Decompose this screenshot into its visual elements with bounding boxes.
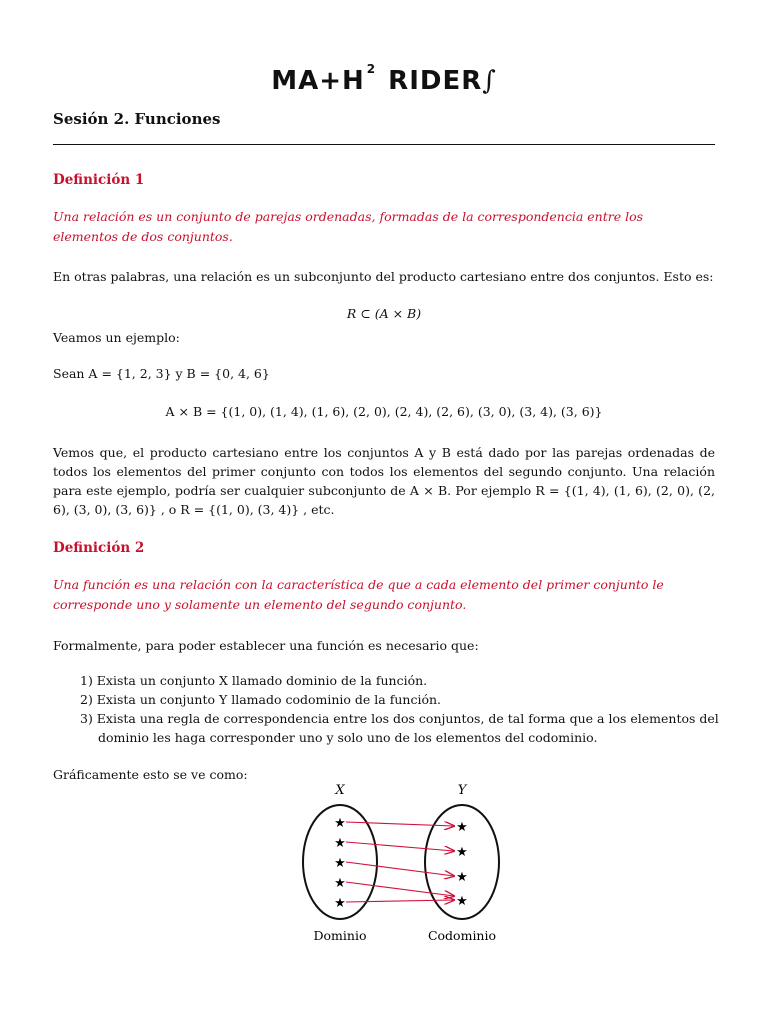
mapping-arrow <box>346 842 454 851</box>
mapping-arrow <box>346 900 454 902</box>
paragraph-cartesian-explanation: Vemos que, el producto cartesiano entre los conjuntos A y B está dado por las parejas ordenadas de todos los elementos del primer conjunto con todos los elementos del segundo conjunto. Una relación para este ejemplo, podría ser cualquier subconjunto de A × B. Por ejemplo R = {(1, 4), (1, 6), (2, 0), (2, 6), (3, 0), (3, 6)} , o R = {(1, 0), (3, 4)} , etc. <box>53 445 715 517</box>
codomain-element-star-icon: ★ <box>456 820 468 835</box>
domain-element-star-icon: ★ <box>334 876 346 891</box>
logo-integral: ∫ <box>482 66 497 96</box>
mapping-arrow <box>346 862 454 876</box>
paragraph-formal-conditions: Formalmente, para poder establecer una función es necesario que: <box>53 638 479 653</box>
logo-tail: RIDER <box>388 66 483 96</box>
definition-2-text: Una función es una relación con la característica de que a cada elemento del primer conjunto le corresponde uno y solamente un elemento del segundo conjunto. <box>53 577 664 612</box>
definition-1-title: Definición 1 <box>53 172 145 188</box>
logo-main: MA+H <box>271 66 365 96</box>
definition-1-text: Una relación es un conjunto de parejas ordenadas, formadas de la correspondencia entre los elementos de dos conjuntos. <box>53 209 644 244</box>
domain-element-star-icon: ★ <box>334 836 346 851</box>
function-mapping-diagram <box>290 776 510 952</box>
set-y-label: Y <box>457 783 467 798</box>
set-x-label: X <box>335 783 345 798</box>
domain-element-star-icon: ★ <box>334 816 346 831</box>
domain-label: Dominio <box>313 928 367 943</box>
formula-cartesian-product: A × B = {(1, 0), (1, 4), (1, 6), (2, 0), (2, 4), (2, 6), (3, 0), (3, 4), (3, 6)} <box>165 404 603 419</box>
section-title: Sesión 2. Funciones <box>53 110 221 128</box>
paragraph-example-intro: Veamos un ejemplo: <box>53 330 180 345</box>
codomain-label: Codominio <box>427 928 497 943</box>
paragraph-sets-definition: Sean A = {1, 2, 3} y B = {0, 4, 6} <box>53 366 270 381</box>
brand-logo <box>0 62 768 96</box>
list-item: 2) Exista un conjunto Y llamado codominio de la función. <box>80 692 441 707</box>
domain-element-star-icon: ★ <box>334 856 346 871</box>
logo-superscript: 2 <box>366 62 377 77</box>
codomain-element-star-icon: ★ <box>456 894 468 909</box>
codomain-element-star-icon: ★ <box>456 845 468 860</box>
mapping-arrow <box>346 822 454 826</box>
definition-2-title: Definición 2 <box>53 540 145 556</box>
list-item: 1) Exista un conjunto X llamado dominio de la función. <box>80 673 428 688</box>
codomain-element-star-icon: ★ <box>456 870 468 885</box>
mapping-arrow <box>346 882 454 896</box>
conditions-list <box>80 671 720 747</box>
paragraph-graphic-intro: Gráficamente esto se ve como: <box>53 767 248 782</box>
list-item: 3) Exista una regla de correspondencia entre los dos conjuntos, de tal forma que a los elementos del dominio les haga corresponder uno y solo uno de los elementos del codominio. <box>80 711 719 745</box>
paragraph-relation-subset: En otras palabras, una relación es un subconjunto del producto cartesiano entre dos conjuntos. Esto es: <box>53 269 714 284</box>
formula-relation-subset: R ⊂ (A × B) <box>346 306 422 321</box>
domain-element-star-icon: ★ <box>334 896 346 911</box>
section-divider <box>53 144 715 145</box>
